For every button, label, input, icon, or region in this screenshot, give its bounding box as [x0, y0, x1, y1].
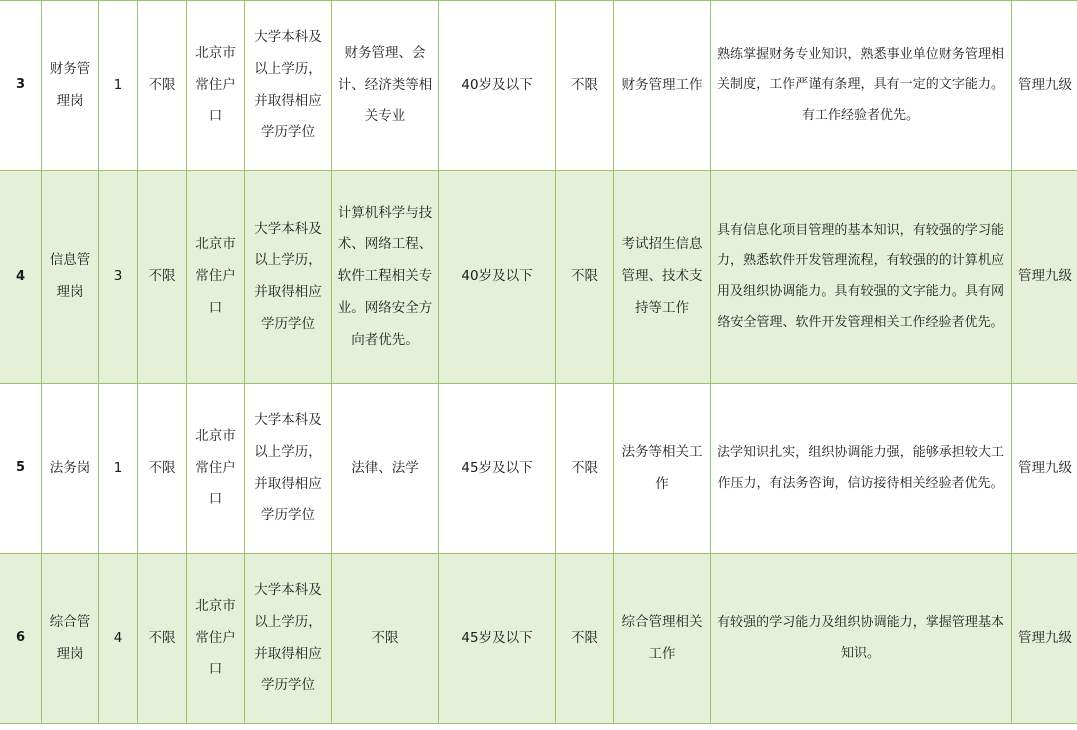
hukou-requirement: 北京市常住户口 [187, 1, 245, 171]
job-duties: 财务管理工作 [614, 1, 711, 171]
job-requirements: 法学知识扎实，组织协调能力强，能够承担较大工作压力，有法务咨询，信访接待相关经验者优先。 [711, 384, 1012, 554]
position-name: 财务管理岗 [42, 1, 99, 171]
major-requirement: 计算机科学与技术、网络工程、软件工程相关专业。网络安全方向者优先。 [332, 171, 439, 384]
other-requirement: 不限 [556, 554, 614, 724]
post-level: 管理九级 [1012, 171, 1077, 384]
job-duties: 考试招生信息管理、技术支持等工作 [614, 171, 711, 384]
post-level: 管理九级 [1012, 1, 1077, 171]
job-requirements: 熟练掌握财务专业知识，熟悉事业单位财务管理相关制度，工作严谨有条理，具有一定的文字能力。有工作经验者优先。 [711, 1, 1012, 171]
headcount: 1 [99, 1, 138, 171]
row-index: 5 [0, 384, 42, 554]
education-requirement: 大学本科及以上学历，并取得相应学历学位 [245, 1, 332, 171]
education-requirement: 大学本科及以上学历，并取得相应学历学位 [245, 554, 332, 724]
gender-requirement: 不限 [138, 384, 187, 554]
position-name: 信息管理岗 [42, 171, 99, 384]
hukou-requirement: 北京市常住户口 [187, 171, 245, 384]
job-requirements: 具有信息化项目管理的基本知识，有较强的学习能力，熟悉软件开发管理流程，有较强的的计算机应用及组织协调能力。具有较强的文字能力。具有网络安全管理、软件开发管理相关工作经验者优先。 [711, 171, 1012, 384]
education-requirement: 大学本科及以上学历，并取得相应学历学位 [245, 384, 332, 554]
major-requirement: 财务管理、会计、经济类等相关专业 [332, 1, 439, 171]
headcount: 3 [99, 171, 138, 384]
position-name: 综合管理岗 [42, 554, 99, 724]
age-requirement: 45岁及以下 [439, 554, 556, 724]
major-requirement: 法律、法学 [332, 384, 439, 554]
row-index: 3 [0, 1, 42, 171]
post-level: 管理九级 [1012, 384, 1077, 554]
gender-requirement: 不限 [138, 171, 187, 384]
job-requirements: 有较强的学习能力及组织协调能力，掌握管理基本知识。 [711, 554, 1012, 724]
table-row [0, 171, 1077, 384]
headcount: 4 [99, 554, 138, 724]
age-requirement: 40岁及以下 [439, 1, 556, 171]
other-requirement: 不限 [556, 384, 614, 554]
hukou-requirement: 北京市常住户口 [187, 554, 245, 724]
headcount: 1 [99, 384, 138, 554]
post-level: 管理九级 [1012, 554, 1077, 724]
gender-requirement: 不限 [138, 554, 187, 724]
table-row [0, 384, 1077, 554]
table-row [0, 1, 1077, 171]
age-requirement: 45岁及以下 [439, 384, 556, 554]
gender-requirement: 不限 [138, 1, 187, 171]
table-row [0, 554, 1077, 724]
age-requirement: 40岁及以下 [439, 171, 556, 384]
row-index: 6 [0, 554, 42, 724]
hukou-requirement: 北京市常住户口 [187, 384, 245, 554]
row-index: 4 [0, 171, 42, 384]
other-requirement: 不限 [556, 171, 614, 384]
major-requirement: 不限 [332, 554, 439, 724]
job-duties: 法务等相关工作 [614, 384, 711, 554]
position-name: 法务岗 [42, 384, 99, 554]
other-requirement: 不限 [556, 1, 614, 171]
job-duties: 综合管理相关工作 [614, 554, 711, 724]
education-requirement: 大学本科及以上学历，并取得相应学历学位 [245, 171, 332, 384]
